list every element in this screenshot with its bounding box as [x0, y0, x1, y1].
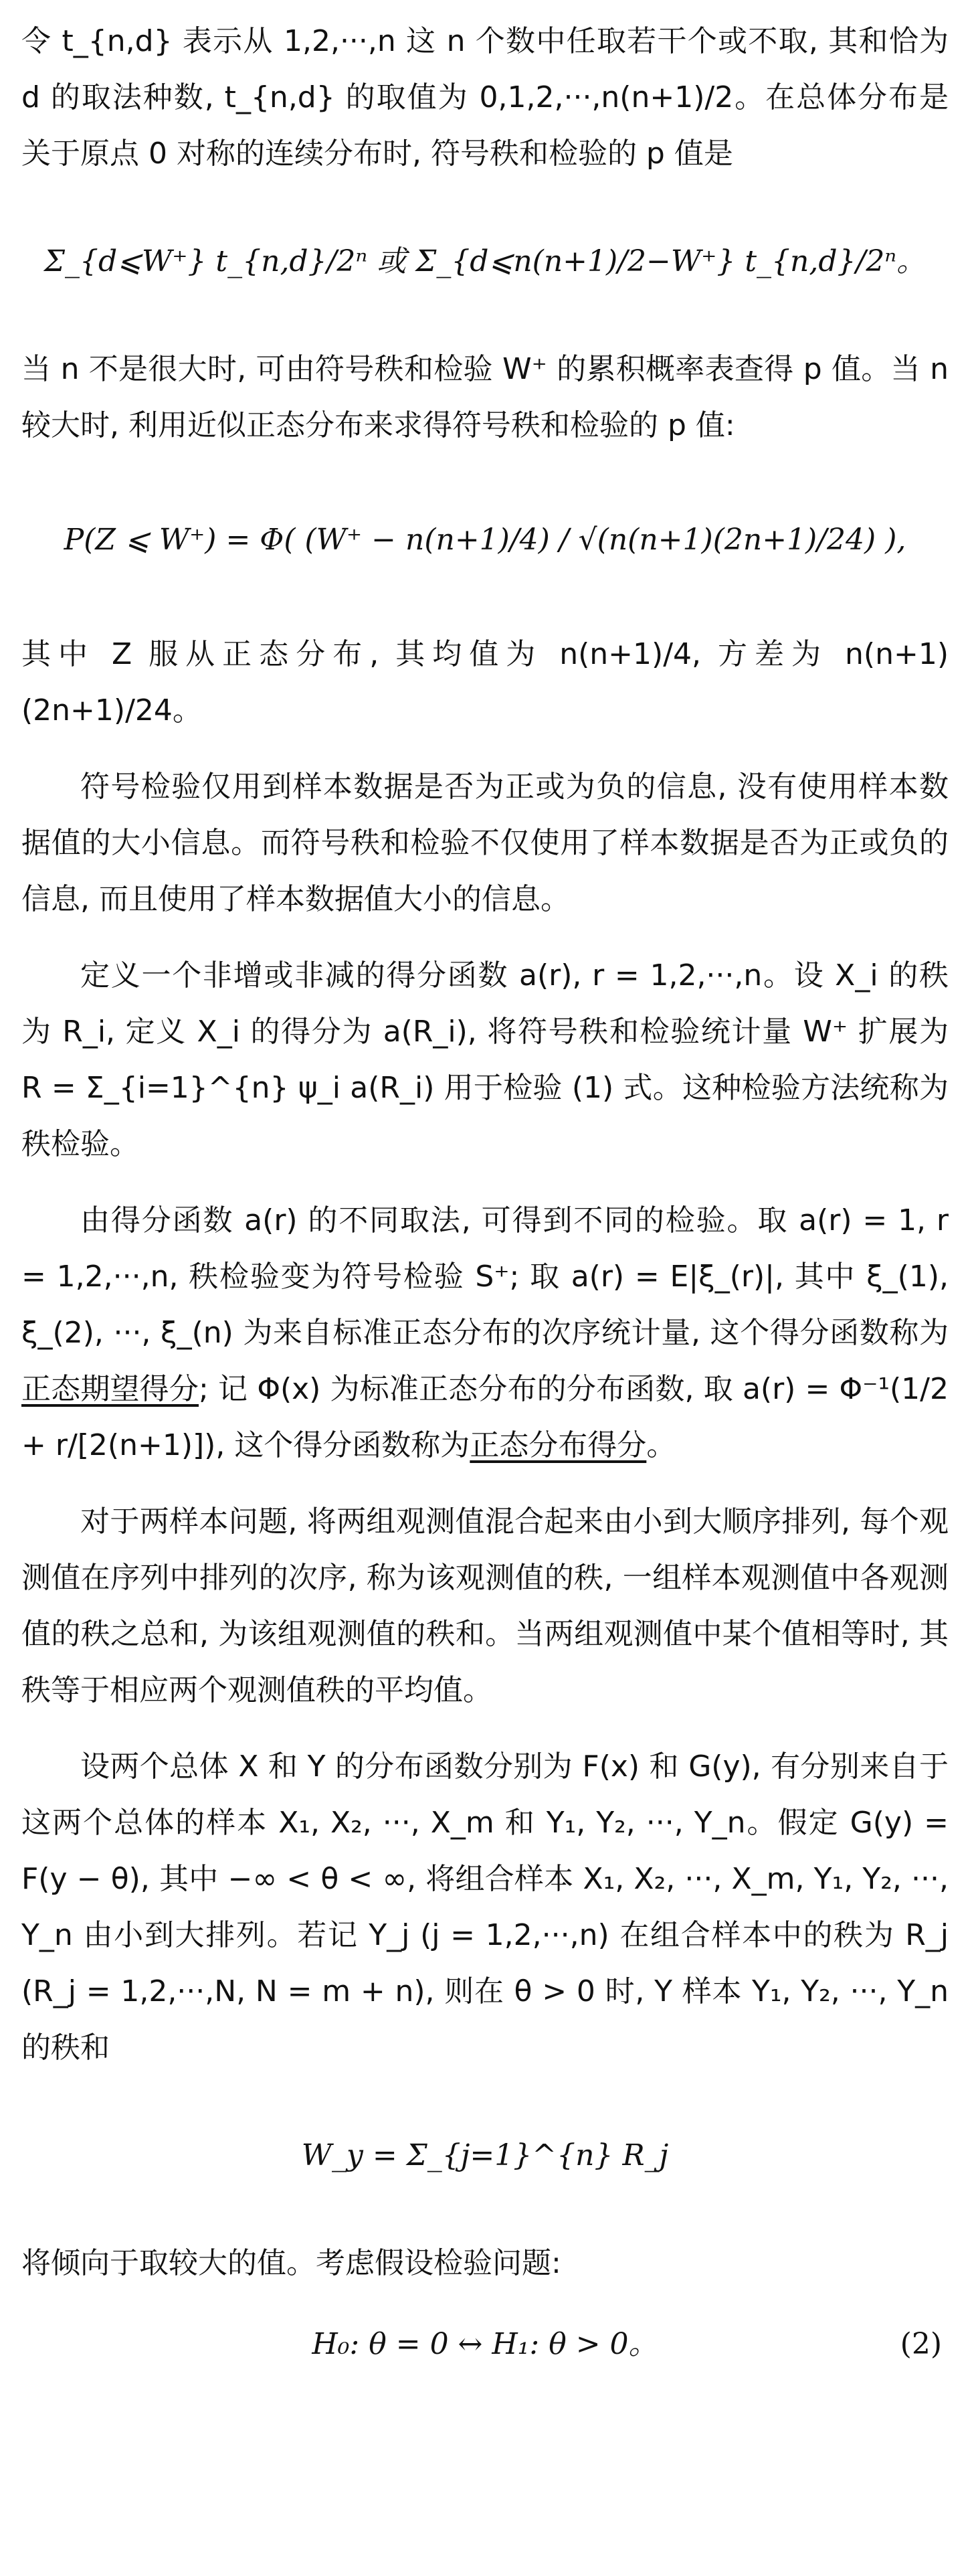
paragraph-6-text-a: 由得分函数 a(r) 的不同取法, 可得到不同的检验。取 a(r) = 1, r = 1,2,···,n, 秩检验变为符号检验 S⁺; 取 a(r) = E|ξ_(r)|, 其中 ξ_(1), ξ_(2), ···, ξ_(n) 为来自标准正态分布的次序统计量, 这个得分函数称为 — [21, 1203, 949, 1350]
equation-1-text: Σ_{d⩽W⁺} t_{n,d}/2ⁿ 或 Σ_{d⩽n(n+1)/2−W⁺} t_{n,d}/2ⁿ。 — [43, 244, 927, 278]
equation-normal-approx — [21, 477, 949, 604]
paragraph-7-text: 对于两样本问题, 将两组观测值混合起来由小到大顺序排列, 每个观测值在序列中排列的次序, 称为该观测值的秩, 一组样本观测值中各观测值的秩之总和, 为该组观测值的秩和。当两组观测值中某个值相等时, 其秩等于相应两个观测值秩的平均值。 — [21, 1505, 949, 1707]
paragraph-1-text: 令 t_{n,d} 表示从 1,2,···,n 这 n 个数中任取若干个或不取, 其和恰为 d 的取法种数, t_{n,d} 的取值为 0,1,2,···,n(n+1)/2。在总体分布是关于原点 0 对称的连续分布时, 符号秩和检验的 p 值是 — [21, 24, 949, 171]
paragraph-7 — [21, 1494, 949, 1719]
equation-pvalue-sums — [21, 205, 949, 319]
equation-3-text: W_y = Σ_{j=1}^{n} R_j — [301, 2138, 669, 2172]
term-normal-distribution-score: 正态分布得分 — [470, 1428, 647, 1462]
paragraph-5-text: 定义一个非增或非减的得分函数 a(r), r = 1,2,···,n。设 X_i 的秩为 R_i, 定义 X_i 的得分为 a(R_i), 将符号秩和检验统计量 W⁺ 扩展为 R = Σ_{i=1}^{n} ψ_i a(R_i) 用于检验 (1) 式。这种检验方法统称为秩检验。 — [21, 958, 949, 1161]
paragraph-4 — [21, 759, 949, 928]
paragraph-2 — [21, 341, 949, 454]
equation-rank-sum — [21, 2099, 949, 2213]
equation-hypothesis — [21, 2314, 949, 2375]
paragraph-6 — [21, 1193, 949, 1474]
paragraph-2-text: 当 n 不是很大时, 可由符号秩和检验 W⁺ 的累积概率表查得 p 值。当 n 较大时, 利用近似正态分布来求得符号秩和检验的 p 值: — [21, 352, 949, 442]
paragraph-6-text-b: ; 记 Φ(x) 为标准正态分布的分布函数, 取 a(r) = Φ⁻¹(1/2 + r/[2(n+1)]), 这个得分函数称为 — [21, 1372, 949, 1462]
paragraph-3 — [21, 626, 949, 739]
paragraph-1 — [21, 13, 949, 182]
paragraph-9-text: 将倾向于取较大的值。考虑假设检验问题: — [21, 2246, 561, 2280]
paragraph-3-text: 其中 Z 服从正态分布, 其均值为 n(n+1)/4, 方差为 n(n+1)(2n+1)/24。 — [21, 637, 949, 727]
term-normal-expected-score: 正态期望得分 — [21, 1372, 199, 1406]
paragraph-8 — [21, 1739, 949, 2076]
paragraph-4-text: 符号检验仅用到样本数据是否为正或为负的信息, 没有使用样本数据值的大小信息。而符号秩和检验不仅使用了样本数据是否为正或负的信息, 而且使用了样本数据值大小的信息。 — [21, 770, 949, 916]
paragraph-9 — [21, 2235, 949, 2292]
equation-2-text: P(Z ⩽ W⁺) = Φ( (W⁺ − n(n+1)/4) / √(n(n+1)(2n+1)/24) ), — [64, 523, 906, 557]
paragraph-5 — [21, 948, 949, 1173]
equation-number: (2) — [900, 2327, 942, 2361]
equation-4-text: H₀: θ = 0 ↔ H₁: θ > 0。 — [312, 2327, 658, 2361]
paragraph-8-text: 设两个总体 X 和 Y 的分布函数分别为 F(x) 和 G(y), 有分别来自于这两个总体的样本 X₁, X₂, ···, X_m 和 Y₁, Y₂, ···, Y_n。假定 G(y) = F(y − θ), 其中 −∞ < θ < ∞, 将组合样本 X₁, X₂, ···, X_m, Y₁, Y₂, ···, Y_n 由小到大排列。若记 Y_j (j = 1,2,···,n) 在组合样本中的秩为 R_j (R_j = 1,2,···,N, N = m + n), 则在 θ > 0 时, Y 样本 Y₁, Y₂, ···, Y_n 的秩和 — [21, 1749, 949, 2065]
paragraph-6-text-c: 。 — [646, 1428, 676, 1462]
